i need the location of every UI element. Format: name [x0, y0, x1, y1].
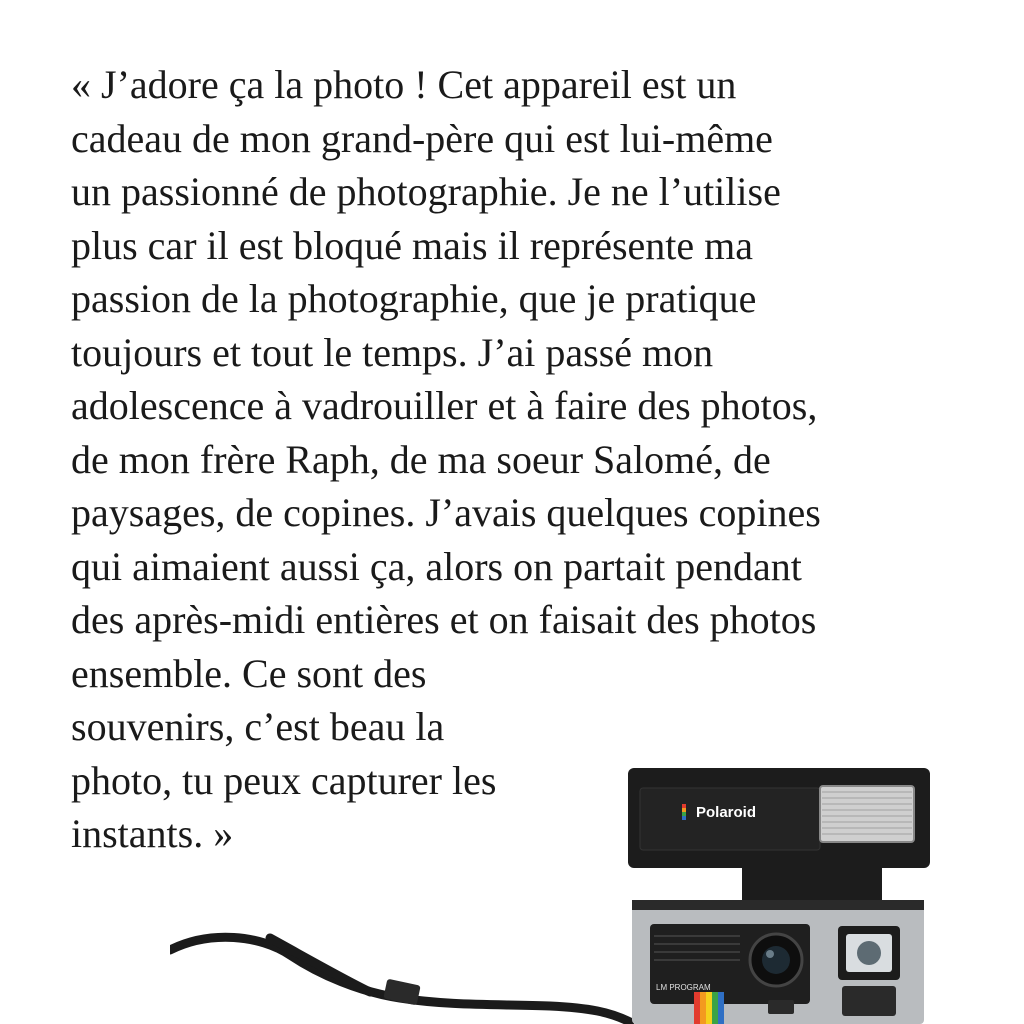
- quote-line-13: souvenirs, c’est beau la: [71, 704, 445, 749]
- quote-text: [71, 58, 971, 861]
- quote-line-8: de mon frère Raph, de ma soeur Salomé, de: [71, 436, 771, 482]
- quote-line-12: ensemble. Ce sont des: [71, 650, 427, 696]
- quote-line-15: instants. »: [71, 811, 234, 856]
- quote-line-4: plus car il est bloqué mais il représente ma: [71, 222, 754, 268]
- quote-line-9: paysages, de copines. J’avais quelques copines: [71, 490, 821, 535]
- polaroid-logo: Polaroid: [696, 804, 757, 821]
- model-label: LM PROGRAM: [656, 983, 711, 992]
- quote-line-3: un passionné de photographie. Je ne l’utilise: [71, 169, 781, 214]
- quote-line-10: qui aimaient aussi ça, alors on partait pendant: [71, 543, 802, 589]
- quote-line-7: adolescence à vadrouiller et à faire des photos,: [71, 383, 818, 428]
- quote-line-14: photo, tu peux capturer les: [71, 757, 497, 803]
- camera-strap: [170, 937, 630, 1022]
- quote-line-1: « J’adore ça la photo ! Cet appareil est un: [71, 62, 737, 107]
- quote-line-2: cadeau de mon grand-père qui est lui-même: [71, 115, 773, 161]
- quote-line-6: toujours et tout le temps. J’ai passé mon: [71, 329, 714, 375]
- quote-line-5: passion de la photographie, que je pratique: [71, 276, 757, 321]
- polaroid-camera-image: [170, 760, 950, 1024]
- quote-line-11: des après-midi entières et on faisait des photos: [71, 597, 817, 642]
